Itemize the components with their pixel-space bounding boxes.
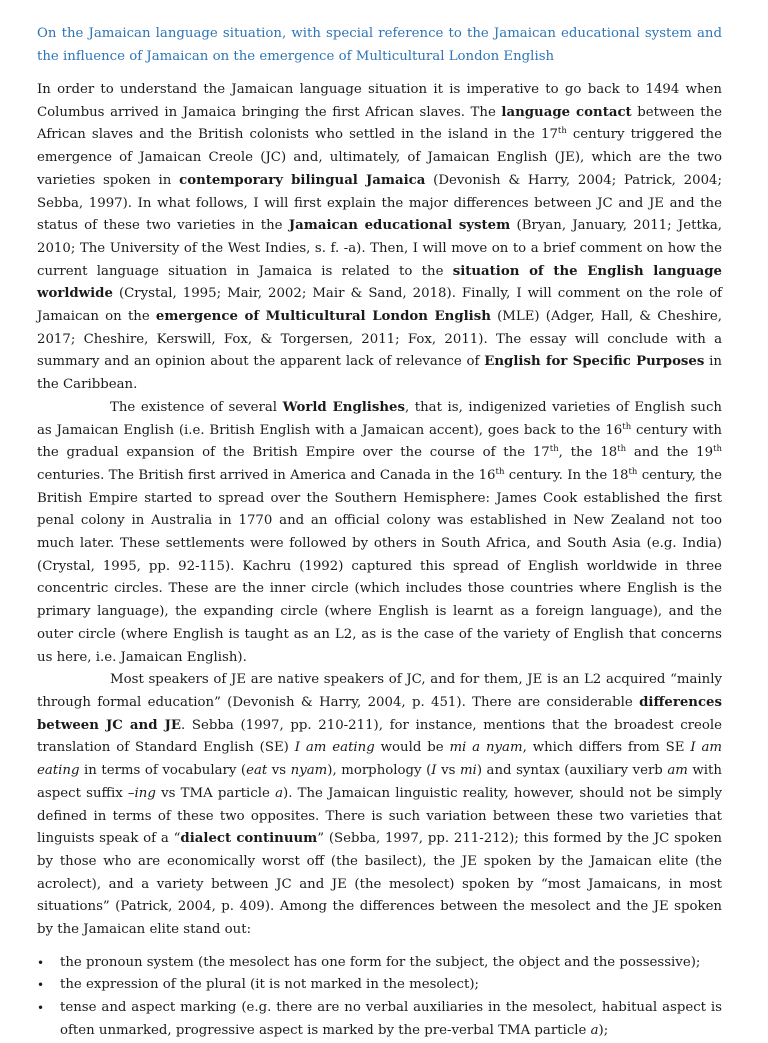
paragraph-intro <box>37 79 722 397</box>
superscript: th <box>557 126 567 137</box>
superscript: th <box>617 444 627 455</box>
list-item-text: the expression of the plural (it is not marked in the mesolect); <box>60 977 479 993</box>
paragraph-world-englishes <box>37 397 722 669</box>
list-item-text: the pronoun system (the mesolect has one form for the subject, the object and the possessive); <box>60 954 701 970</box>
text-run: century, the British Empire started to spread over the Southern Hemisphere: James Cook established the first penal colony in Australia in 1770 and an official colony was established in New Zealand not too much later. These settlements were followed by others in South Africa, and South Asia (e.g. India) (Crystal, 1995, pp. 92-115). Kachru (1992) captured this spread of English worldwide in three concentric circles. These are the inner circle (which includes those countries where English is the primary language), the expanding circle (where English is learnt as a foreign language), and the outer circle (where English is taught as an L2, as is the case of the variety of English that concerns us here, i.e. Jamaican English). <box>37 467 722 665</box>
essay-title: On the Jamaican language situation, with special reference to the Jamaican educational system and the influence of Jamaican on the emergence of Multicultural London English <box>37 26 722 64</box>
text-run: (Crystal, 1995; Mair, 2002; Mair & Sand, 2018). Finally, I will comment on the role of Jamaican on the <box>37 286 722 325</box>
italic-example: ing <box>134 785 156 801</box>
italic-example: I <box>431 763 437 779</box>
text-run: would be <box>374 740 450 756</box>
text-run: (Bryan, January, 2011; Jettka, 2010; The University of the West Indies, s. f. -a). Then, I will move on to a brief comment on how the current language situation in Jamaica is related to the <box>37 218 723 279</box>
list-item-text: tense and aspect marking (e.g. there are no verbal auxiliaries in the mesolect, habitual aspect is often unmarked, progressive aspect is marked by the pre-verbal TMA particle <box>60 1000 722 1038</box>
text-run: in terms of vocabulary ( <box>79 763 247 779</box>
bold-term: Jamaican educational system <box>288 218 511 234</box>
italic-example: a <box>590 1022 599 1038</box>
text-run: vs <box>267 763 291 779</box>
italic-example: mi <box>459 763 477 779</box>
bold-term: situation of the English language worldwide <box>37 263 722 302</box>
text-run: (Devonish & Harry, 2004; Patrick, 2004; Sebba, 1997). In what follows, I will first explain the major differences between JC and JE and the status of these two varieties in the <box>37 172 722 234</box>
differences-list <box>37 952 722 1043</box>
italic-example: mi a nyam <box>449 740 523 756</box>
text-run: century triggered the emergence of Jamaican Creole (JC) and, ultimately, of Jamaican English (JE), which are the two varieties spoken in <box>37 127 722 188</box>
list-item-text: ); <box>598 1022 609 1038</box>
text-run: ) and syntax (auxiliary verb <box>476 763 668 779</box>
italic-example: a <box>275 785 283 801</box>
text-run: in the Caribbean. <box>37 354 722 393</box>
list-item <box>37 952 722 975</box>
bold-term: emergence of Multicultural London English <box>155 309 491 325</box>
italic-example: eat <box>246 763 268 779</box>
text-run: (MLE) (Adger, Hall, & Cheshire, 2017; Cheshire, Kerswill, Fox, & Torgersen, 2011; Fox, 2011). The essay will conclude with a summary and an opinion about the apparent lack of relevance of <box>37 309 722 370</box>
bold-term: language contact <box>501 104 632 120</box>
text-run: , which differs from SE <box>522 740 691 756</box>
bullet-icon: • <box>37 1001 45 1016</box>
text-run: vs <box>436 763 460 779</box>
text-run: The existence of several <box>110 399 283 415</box>
bold-term: contemporary bilingual Jamaica <box>179 172 426 188</box>
text-run: ” (Sebba, 1997, pp. 211-212); this formed by the JC spoken by those who are economically worst off (the basilect), the JE spoken by the Jamaican elite (the acrolect), and a variety between JC and JE (the mesolect) spoken by “most Jamaicans, in most situations” (Patrick, 2004, p. 409). Among the differences between the mesolect and the JE spoken by the Jamaican elite stand out: <box>37 831 722 938</box>
bold-term: English for Specific Purposes <box>484 354 705 370</box>
paragraph-jc-je-differences <box>37 669 722 941</box>
superscript: th <box>549 444 559 455</box>
text-run: Most speakers of JE are native speakers of JC, and for them, JE is an L2 acquired “mainly through formal education” (Devonish & Harry, 2004, p. 451). There are considerable <box>37 672 722 710</box>
text-run: with aspect suffix – <box>37 763 722 801</box>
text-run: between the African slaves and the British colonists who settled in the island in the 17 <box>37 104 723 143</box>
text-run: century with the gradual expansion of the British Empire over the course of the 17 <box>37 422 722 461</box>
bold-term: differences between JC and JE <box>37 694 722 733</box>
bullet-icon: • <box>37 955 45 970</box>
list-item <box>37 974 722 997</box>
italic-example: nyam <box>290 763 328 779</box>
superscript: th <box>713 444 722 455</box>
text-run: , that is, indigenized varieties of English such as Jamaican English (i.e. British English with a Jamaican accent), goes back to the 16 <box>37 399 722 438</box>
italic-example: I am eating <box>37 740 722 779</box>
text-run: and the 19 <box>626 445 714 461</box>
text-run: . Sebba (1997, pp. 210-211), for instance, mentions that the broadest creole translation of Standard English (SE) <box>37 717 722 756</box>
superscript: th <box>628 466 638 477</box>
superscript: th <box>622 421 632 432</box>
italic-example: I am eating <box>294 740 375 756</box>
text-run: ). The Jamaican linguistic reality, however, should not be simply defined in terms of these two opposites. There is such variation between these two varieties that linguists speak of a “ <box>37 785 722 847</box>
text-run: centuries. The British first arrived in America and Canada in the 16 <box>37 467 496 483</box>
text-run: , the 18 <box>558 445 618 461</box>
text-run: In order to understand the Jamaican language situation it is imperative to go back to 1494 when Columbus arrived in Jamaica bringing the first African slaves. The <box>37 82 722 120</box>
bold-term: World Englishes <box>282 399 405 415</box>
text-run: century. In the 18 <box>504 467 629 483</box>
italic-example: am <box>667 763 688 779</box>
text-run: ), morphology ( <box>327 763 432 779</box>
list-item <box>37 997 722 1042</box>
superscript: th <box>495 466 505 477</box>
text-run: vs TMA particle <box>155 785 276 801</box>
bullet-icon: • <box>37 978 45 993</box>
bold-term: dialect continuum <box>180 831 318 847</box>
